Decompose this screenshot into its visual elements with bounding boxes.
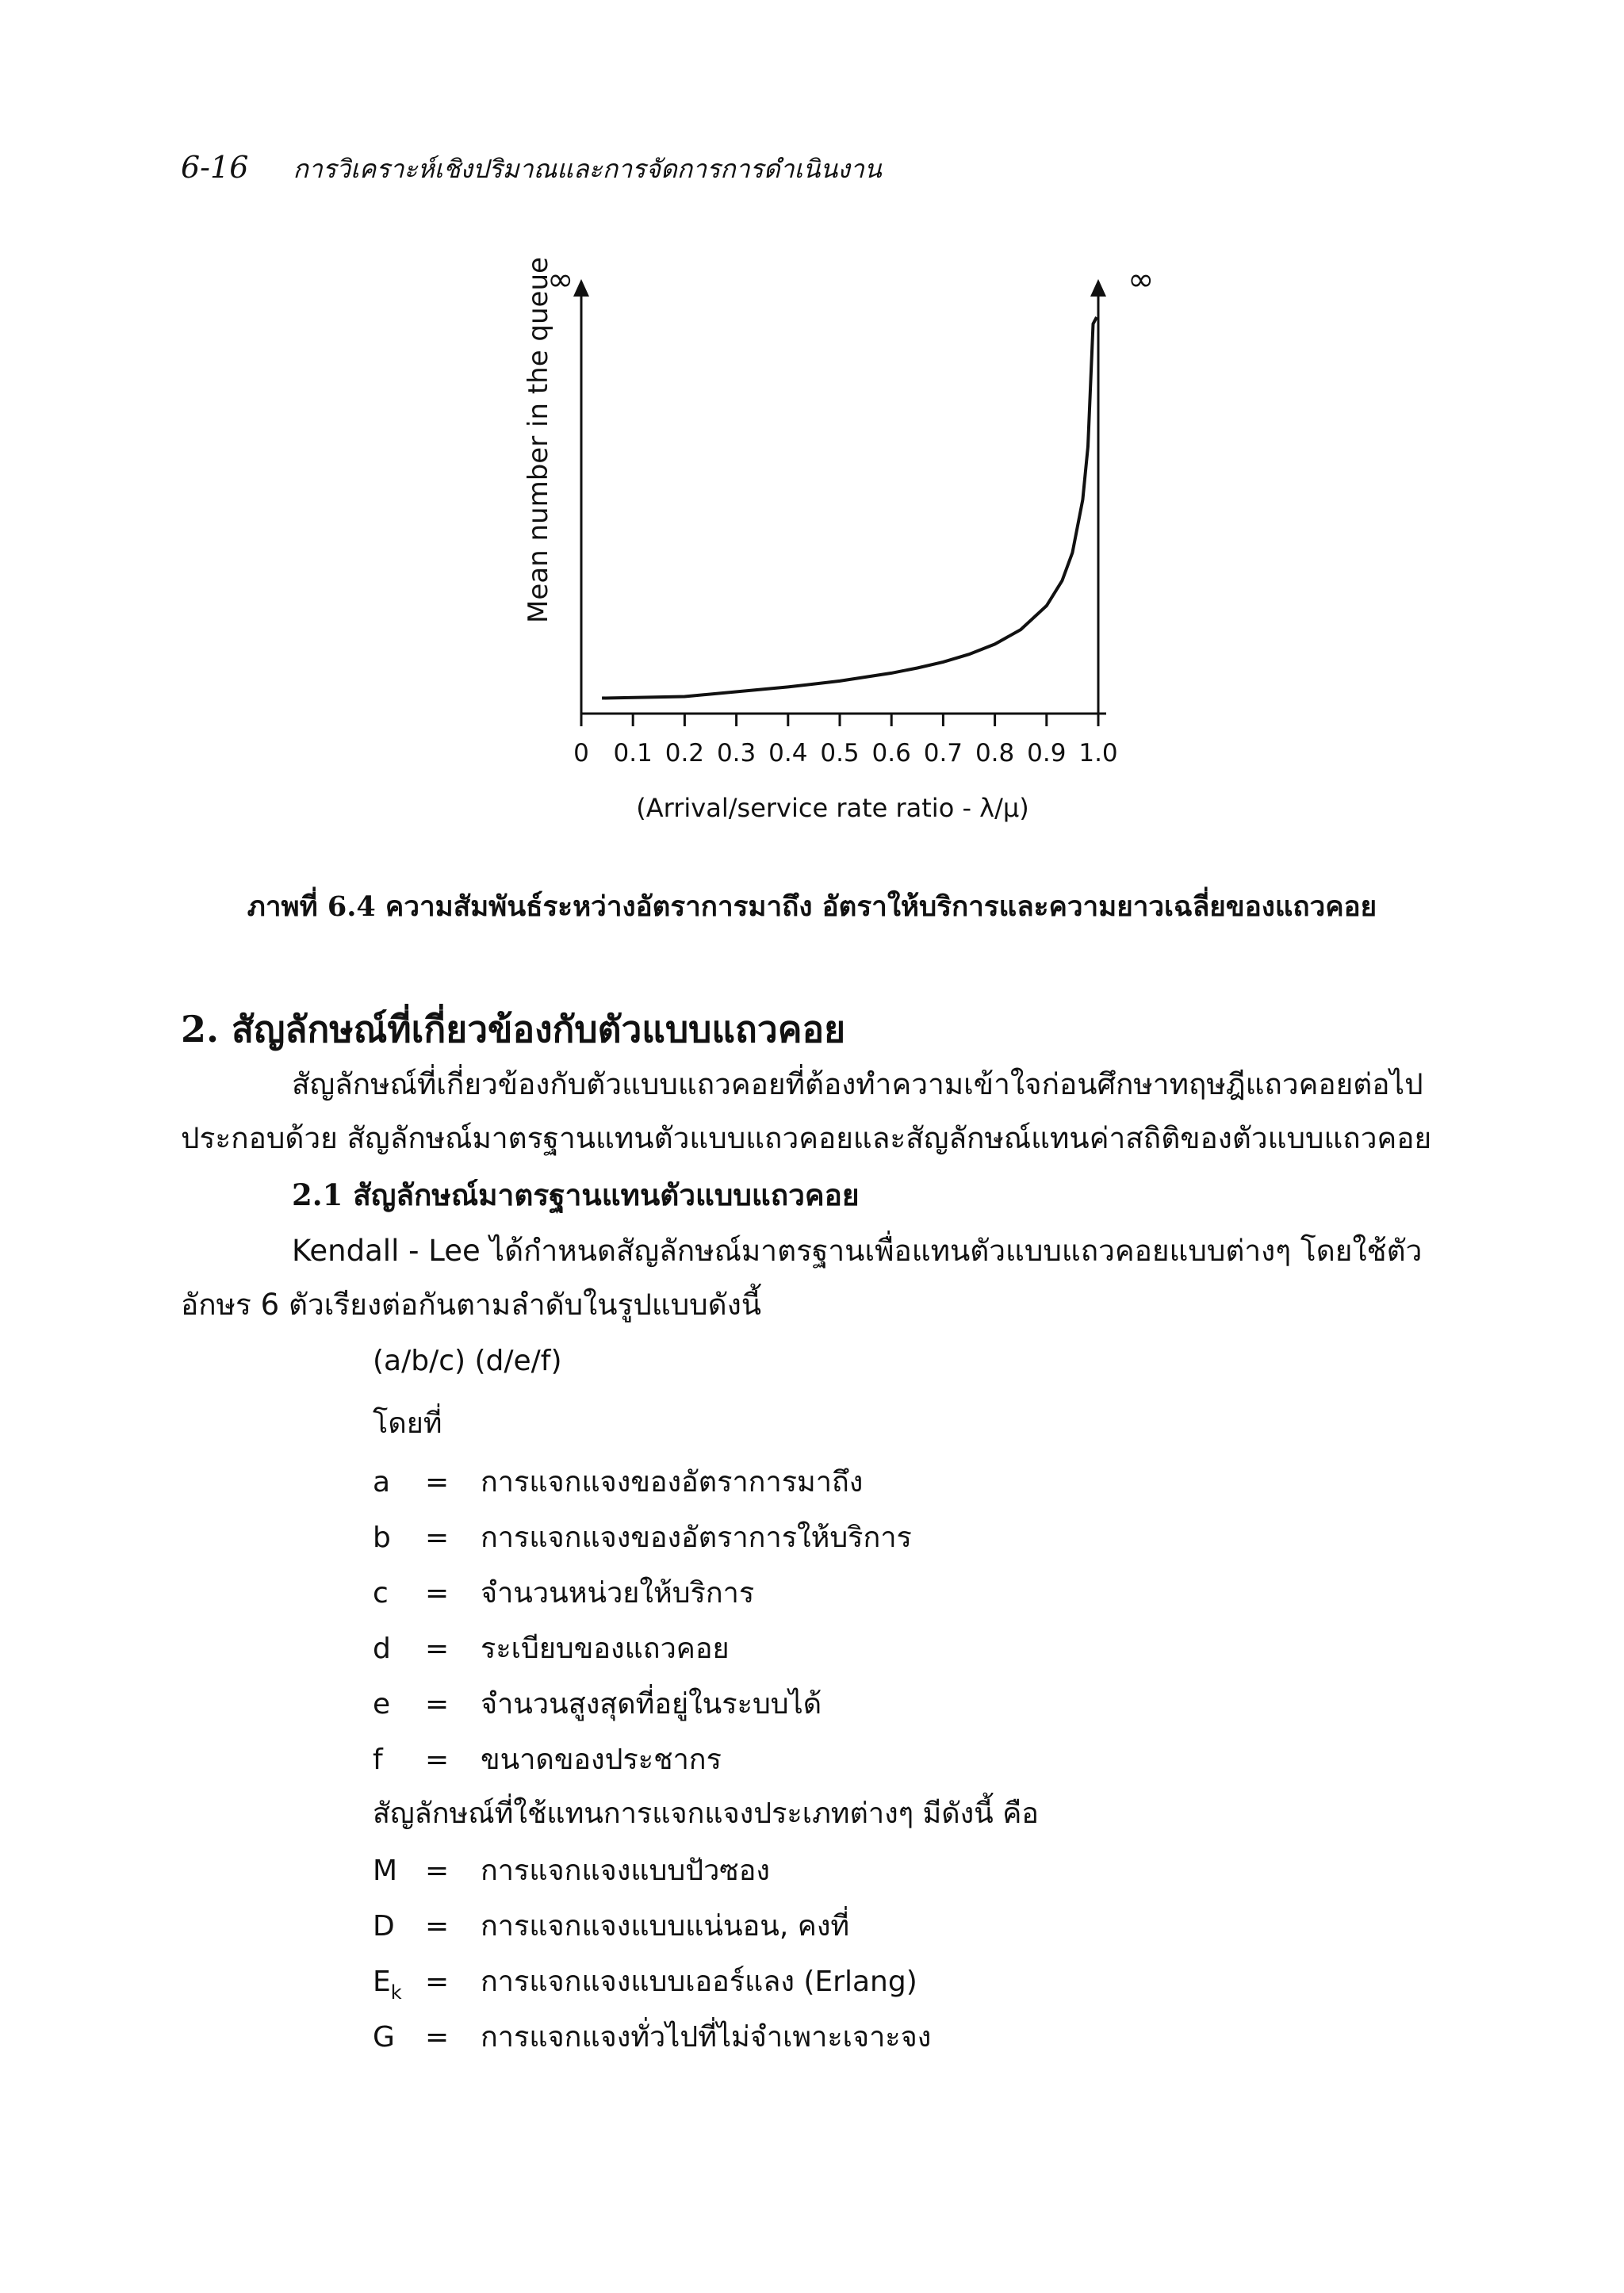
distribution-row-m: M = การแจกแจงแบบปัวซอง xyxy=(373,1855,770,1887)
x-tick-label: 0.7 xyxy=(923,739,963,768)
x-tick-label: 0.1 xyxy=(613,739,653,768)
y-axis-arrow xyxy=(573,279,589,297)
running-head xyxy=(181,149,882,189)
y-axis-infinity-label: ∞ xyxy=(547,262,574,298)
where-label: โดยที่ xyxy=(373,1407,442,1440)
series-line xyxy=(602,317,1097,699)
figure-caption: ภาพที่ 6.4 ความสัมพันธ์ระหว่างอัตราการมาถึง อัตราให้บริการและความยาวเฉลี่ยของแถวคอย xyxy=(247,890,1377,923)
paragraph-2-line-1: Kendall - Lee ได้กำหนดสัญลักษณ์มาตรฐานเพื่อแทนตัวแบบแถวคอยแบบต่างๆ โดยใช้ตัว xyxy=(292,1234,1423,1268)
subsection-heading: 2.1 สัญลักษณ์มาตรฐานแทนตัวแบบแถวคอย xyxy=(292,1177,860,1212)
x-tick-label: 0.3 xyxy=(716,739,756,768)
distribution-row-d: D = การแจกแจงแบบแน่นอน, คงที่ xyxy=(373,1910,850,1943)
book-title: การวิเคราะห์เชิงปริมาณและการจัดการการดำเนินงาน xyxy=(293,154,882,184)
symbol-row-e: e = จำนวนสูงสุดที่อยู่ในระบบได้ xyxy=(373,1688,822,1721)
asymptote-infinity-label: ∞ xyxy=(1128,262,1155,298)
x-tick-label: 0.6 xyxy=(871,739,911,768)
x-tick-label: 0.8 xyxy=(975,739,1015,768)
queue-length-chart xyxy=(508,254,1221,840)
distribution-row-g: G = การแจกแจงทั่วไปที่ไม่จำเพาะเจาะจง xyxy=(373,2021,932,2054)
symbol-row-a: a = การแจกแจงของอัตราการมาถึง xyxy=(373,1466,864,1499)
symbol-row-d: d = ระเบียบของแถวคอย xyxy=(373,1633,730,1665)
paragraph-1-line-1: สัญลักษณ์ที่เกี่ยวข้องกับตัวแบบแถวคอยที่ต้องทำความเข้าใจก่อนศึกษาทฤษฎีแถวคอยต่อไป xyxy=(292,1067,1423,1101)
x-tick-label: 0.5 xyxy=(820,739,860,768)
x-tick-label: 0.9 xyxy=(1027,739,1067,768)
x-tick-label: 0.2 xyxy=(665,739,705,768)
distribution-row-ek: $E_k$ = การแจกแจงแบบเออร์แลง (Erlang) xyxy=(373,1966,917,2004)
paragraph-2-line-2: อักษร 6 ตัวเรียงต่อกันตามลำดับในรูปแบบดังนี้ xyxy=(181,1288,762,1322)
x-tick-label: 0.4 xyxy=(768,739,808,768)
x-tick-label: 0 xyxy=(573,739,589,768)
x-tick-label: 1.0 xyxy=(1078,739,1118,768)
section-heading: 2. สัญลักษณ์ที่เกี่ยวข้องกับตัวแบบแถวคอย xyxy=(181,1008,846,1051)
x-axis-label: (Arrival/service rate ratio - λ/μ) xyxy=(636,793,1029,823)
y-axis-label: Mean number in the queue xyxy=(523,257,554,623)
kendall-notation: (a/b/c) (d/e/f) xyxy=(373,1345,562,1377)
distributions-intro: สัญลักษณ์ที่ใช้แทนการแจกแจงประเภทต่างๆ มีดังนี้ คือ xyxy=(373,1797,1039,1830)
chart-x-ticks xyxy=(573,714,1118,768)
asymptote-arrow xyxy=(1090,279,1106,297)
symbol-row-c: c = จำนวนหน่วยให้บริการ xyxy=(373,1577,755,1610)
symbol-row-f: f = ขนาดของประชากร xyxy=(373,1744,722,1776)
paragraph-1-line-2: ประกอบด้วย สัญลักษณ์มาตรฐานแทนตัวแบบแถวคอยและสัญลักษณ์แทนค่าสถิติของตัวแบบแถวคอย xyxy=(181,1121,1432,1155)
page-number: 6-16 xyxy=(181,150,249,185)
chart-axes xyxy=(573,279,1106,714)
symbol-row-b: b = การแจกแจงของอัตราการให้บริการ xyxy=(373,1522,912,1554)
